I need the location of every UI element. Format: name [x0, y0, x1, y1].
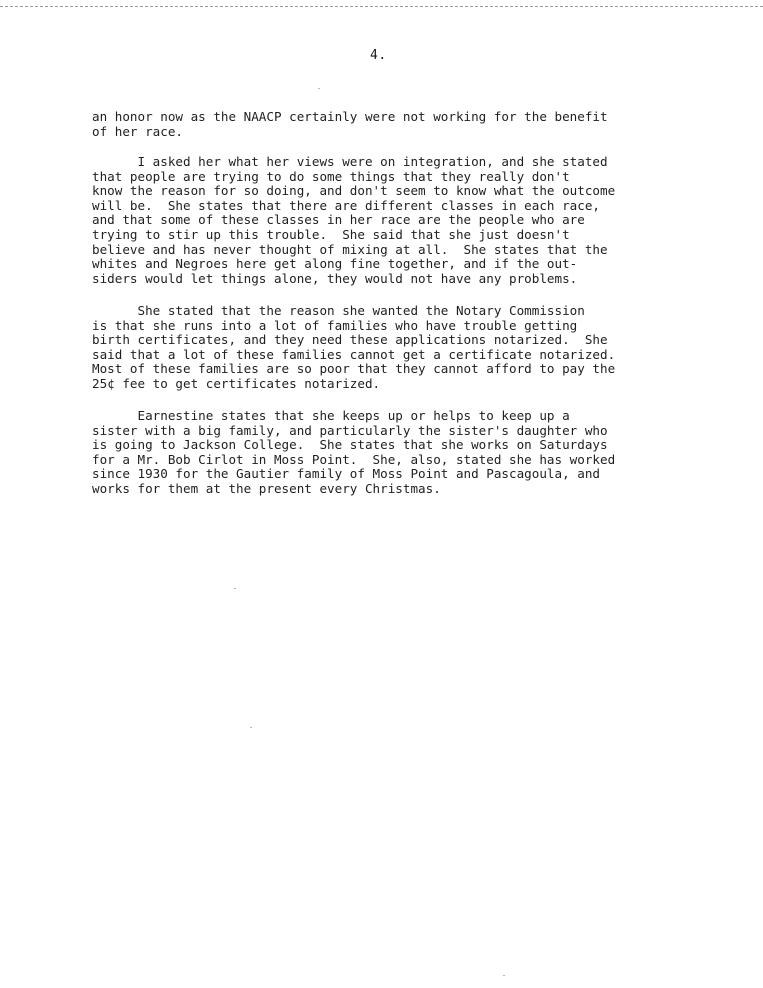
- page-top-edge: [0, 6, 763, 7]
- text-line: works for them at the present every Christmas.: [92, 480, 441, 496]
- text-line: I asked her what her views were on integration, and she stated: [92, 154, 608, 169]
- paragraph-naacp: [92, 110, 722, 139]
- text-line: is that she runs into a lot of families who have trouble getting: [92, 317, 578, 333]
- paragraph-family-and-work: [92, 409, 722, 497]
- page-number: 4.: [370, 48, 387, 63]
- text-line: since 1930 for the Gautier family of Moss Point and Pascagoula, and: [92, 466, 600, 482]
- text-line: Most of these families are so poor that they cannot afford to pay the: [92, 361, 616, 377]
- text-line: siders would let things alone, they would not have any problems.: [92, 270, 578, 286]
- text-line: for a Mr. Bob Cirlot in Moss Point. She, also, stated she has worked: [92, 451, 616, 467]
- text-line: and that some of these classes in her race are the people who are: [92, 212, 585, 228]
- scan-speck: [234, 588, 236, 589]
- scan-speck: [318, 88, 320, 89]
- text-line: that people are trying to do some things that they really don't: [92, 168, 570, 184]
- text-line: sister with a big family, and particularly the sister's daughter who: [92, 422, 608, 438]
- text-line: an honor now as the NAACP certainly were not working for the benefit: [92, 109, 608, 124]
- text-line: She stated that the reason she wanted the Notary Commission: [92, 303, 585, 318]
- paragraph-notary-commission: [92, 304, 722, 392]
- text-line: trying to stir up this trouble. She said that she just doesn't: [92, 226, 570, 242]
- text-line: is going to Jackson College. She states that she works on Saturdays: [92, 437, 608, 453]
- text-line: Earnestine states that she keeps up or helps to keep up a: [92, 408, 570, 423]
- text-line: will be. She states that there are different classes in each race,: [92, 197, 600, 213]
- scan-speck: [250, 727, 252, 728]
- text-line: know the reason for so doing, and don't seem to know what the outcome: [92, 183, 616, 199]
- text-line: believe and has never thought of mixing at all. She states that the: [92, 241, 608, 257]
- paragraph-integration-views: [92, 155, 722, 286]
- text-line: whites and Negroes here get along fine together, and if the out-: [92, 256, 578, 272]
- text-line: said that a lot of these families cannot get a certificate notarized.: [92, 346, 616, 362]
- scan-speck: [503, 975, 505, 976]
- text-line: 25¢ fee to get certificates notarized.: [92, 375, 381, 391]
- text-line: birth certificates, and they need these applications notarized. She: [92, 332, 608, 348]
- text-line: of her race.: [92, 123, 183, 139]
